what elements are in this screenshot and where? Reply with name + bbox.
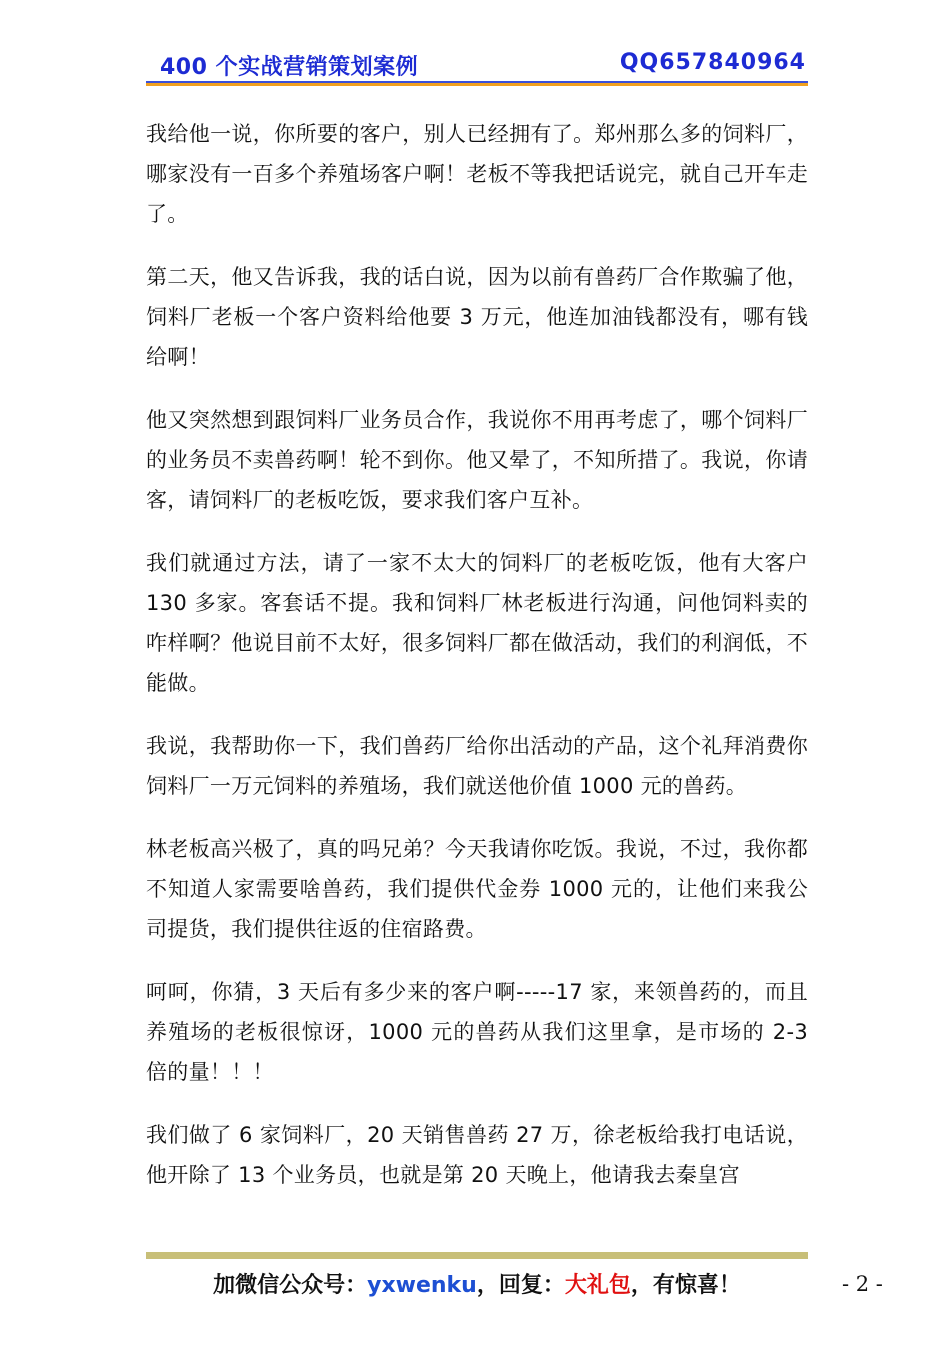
paragraph-1: 我给他一说，你所要的客户，别人已经拥有了。郑州那么多的饲料厂，哪家没有一百多个养殖场客户啊！老板不等我把话说完，就自己开车走了。 xyxy=(146,122,808,226)
footer-rule xyxy=(146,1252,808,1259)
footer-keyword: 大礼包 xyxy=(564,1273,631,1298)
paragraph-4: 我们就通过方法，请了一家不太大的饲料厂的老板吃饭，他有大客户 130 多家。客套话不提。我和饲料厂林老板进行沟通，问他饲料卖的咋样啊？他说目前不太好，很多饲料厂都在做活动，我们的利润低，不能做。 xyxy=(146,551,808,695)
document-body xyxy=(146,114,808,1218)
header-rule-orange xyxy=(146,83,808,86)
paragraph-7: 呵呵，你猜，3 天后有多少来的客户啊-----17 家，来领兽药的，而且养殖场的老板很惊讶，1000 元的兽药从我们这里拿，是市场的 2-3 倍的量！！！ xyxy=(146,980,808,1084)
footer-middle: ，回复： xyxy=(476,1273,565,1298)
header-title: 400 个实战营销策划案例 xyxy=(160,55,419,80)
page-number: - 2 - xyxy=(842,1272,883,1296)
page-footer xyxy=(146,1268,808,1302)
paragraph-6: 林老板高兴极了，真的吗兄弟？今天我请你吃饭。我说，不过，我你都不知道人家需要啥兽药，我们提供代金券 1000 元的，让他们来我公司提货，我们提供往返的住宿路费。 xyxy=(146,837,808,941)
paragraph-5: 我说，我帮助你一下，我们兽药厂给你出活动的产品，这个礼拜消费你饲料厂一万元饲料的养殖场，我们就送他价值 1000 元的兽药。 xyxy=(146,734,808,798)
header-contact: QQ657840964 xyxy=(619,50,806,75)
footer-prefix: 加微信公众号： xyxy=(213,1273,368,1298)
footer-suffix: ，有惊喜！ xyxy=(630,1273,741,1298)
paragraph-3: 他又突然想到跟饲料厂业务员合作，我说你不用再考虑了，哪个饲料厂的业务员不卖兽药啊！轮不到你。他又晕了，不知所措了。我说，你请客，请饲料厂的老板吃饭，要求我们客户互补。 xyxy=(146,408,808,512)
paragraph-8: 我们做了 6 家饲料厂，20 天销售兽药 27 万，徐老板给我打电话说，他开除了 13 个业务员，也就是第 20 天晚上，他请我去秦皇宫 xyxy=(146,1123,808,1187)
paragraph-2: 第二天，他又告诉我，我的话白说，因为以前有兽药厂合作欺骗了他，饲料厂老板一个客户资料给他要 3 万元，他连加油钱都没有，哪有钱给啊！ xyxy=(146,265,808,369)
footer-account: yxwenku xyxy=(367,1273,477,1298)
